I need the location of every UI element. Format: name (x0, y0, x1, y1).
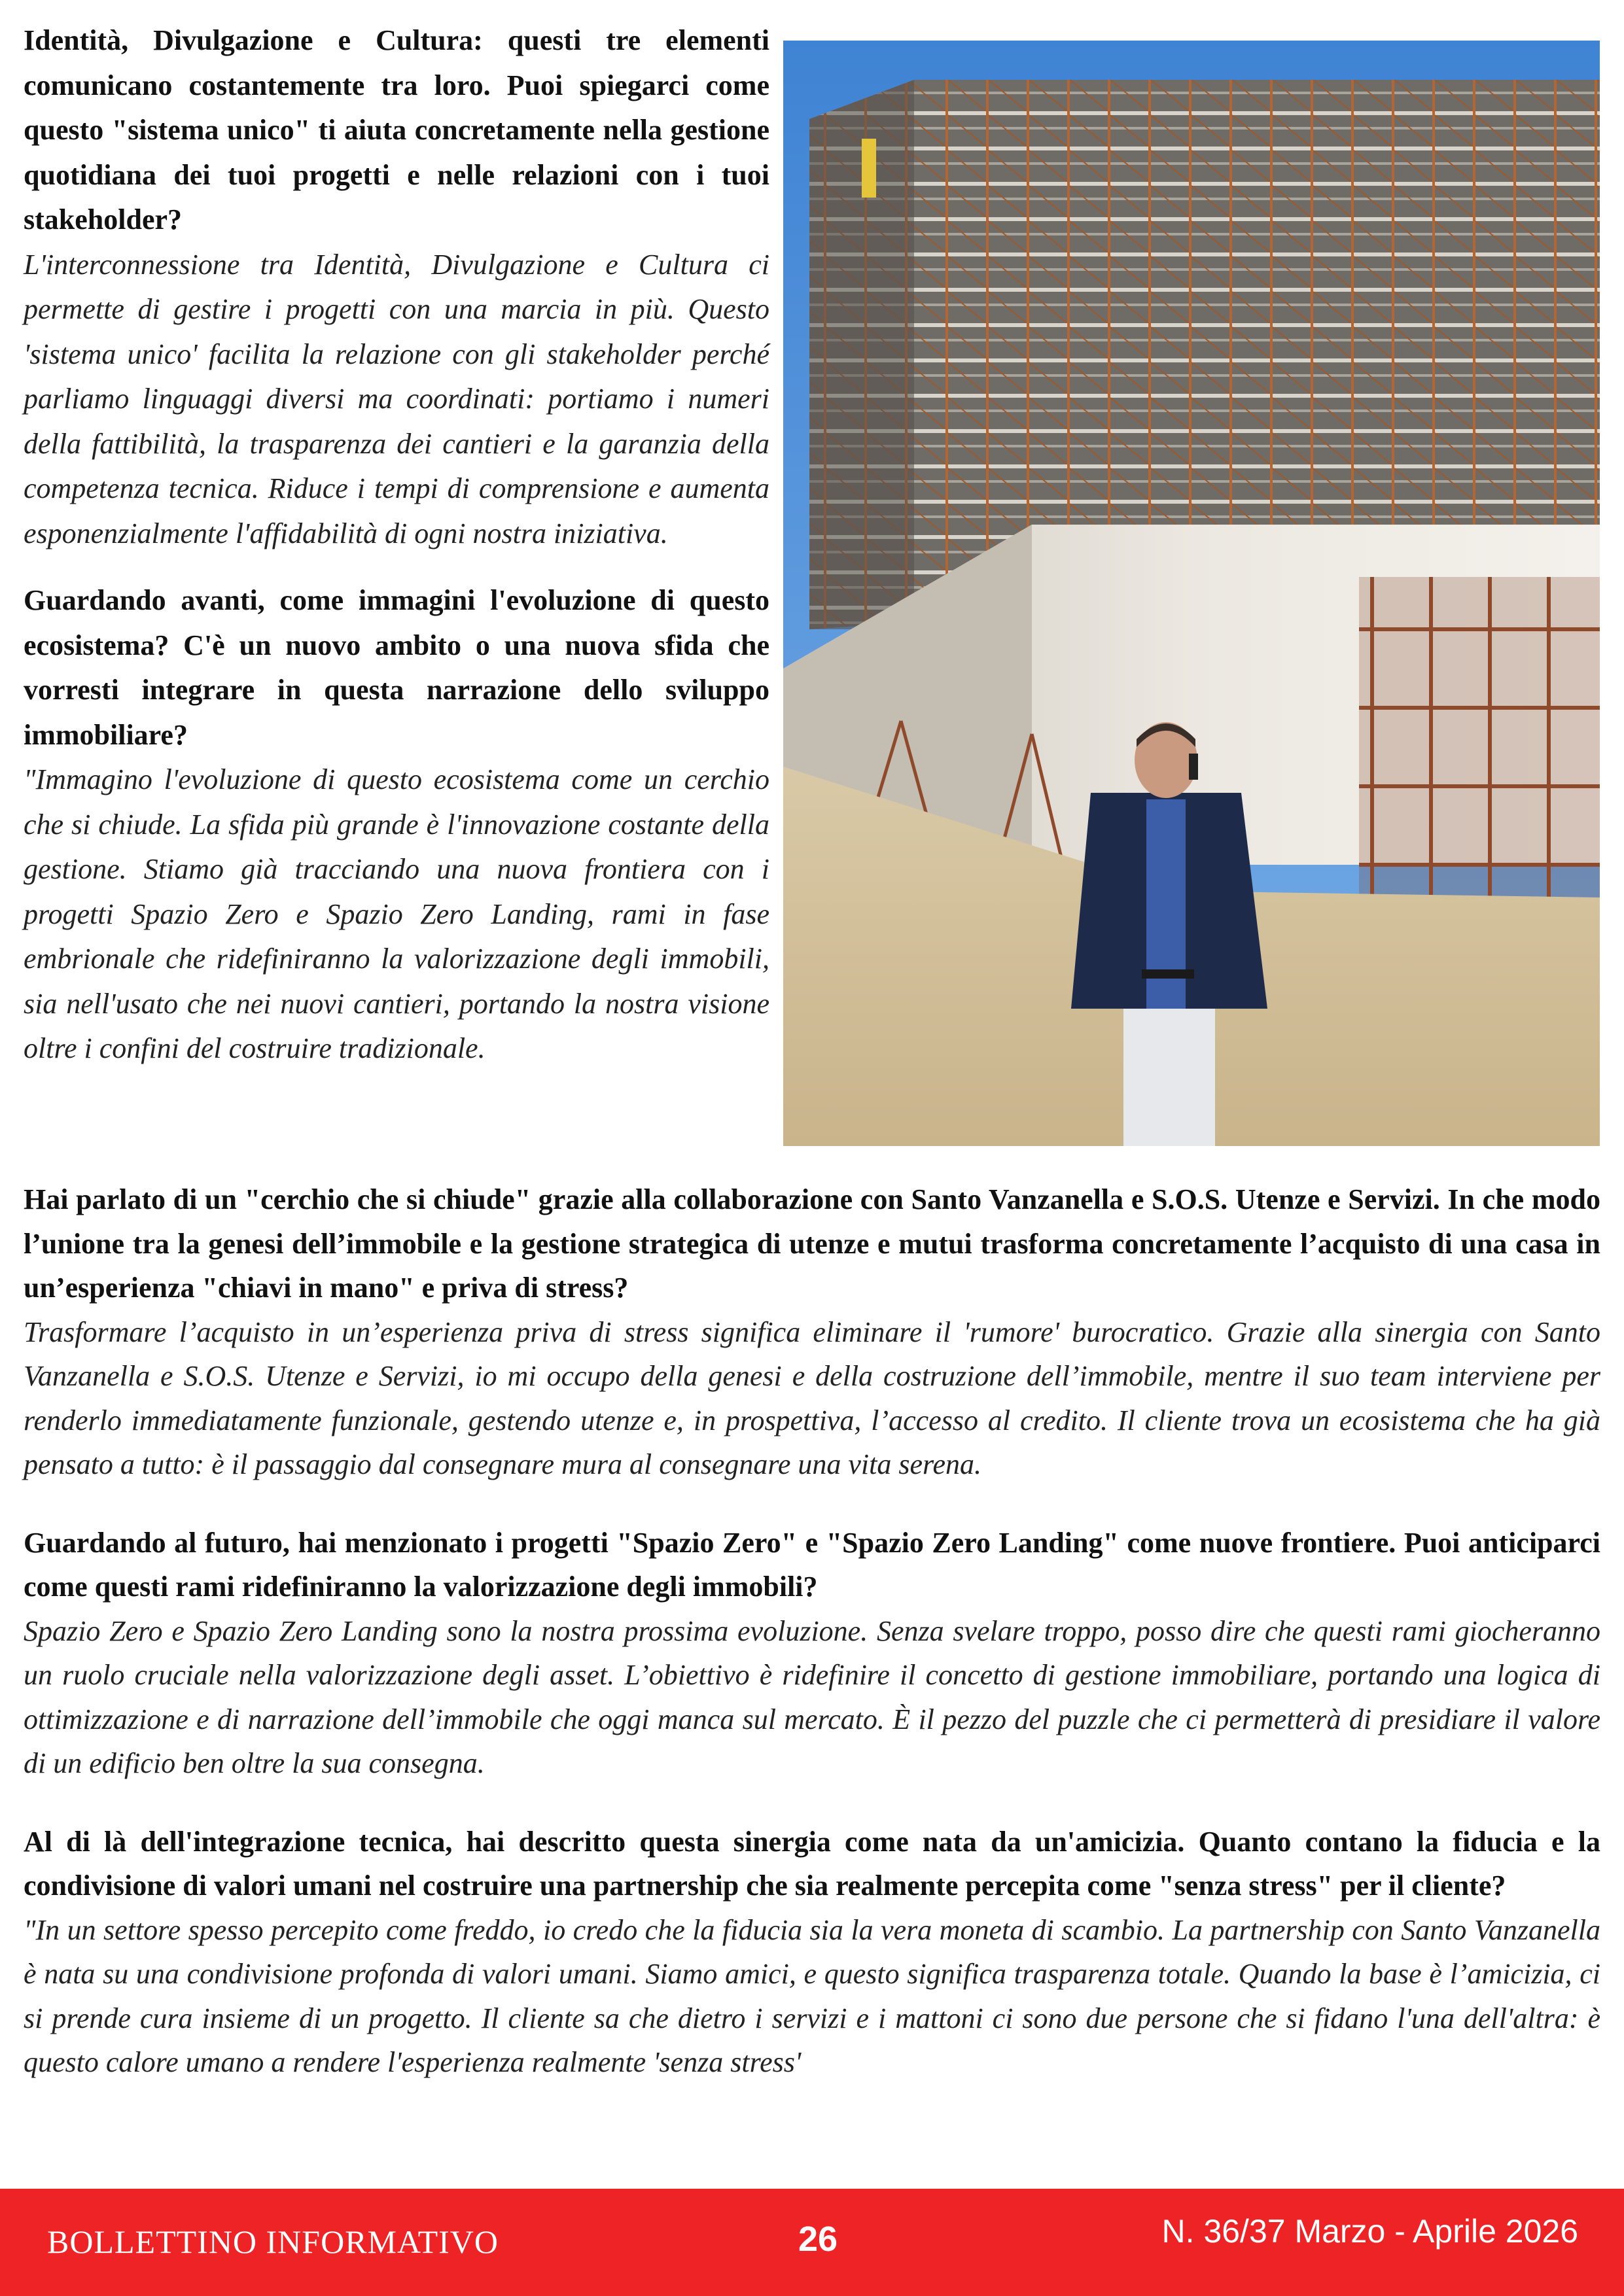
answer-5: "In un settore spesso percepito come freddo, io credo che la fiducia sia la vera moneta di scambio. La partnership con Santo Vanzanella è nata su una condivisione profonda di valori umani. Siamo amici, e questo significa trasparenza totale. Quando la base è l’amicizia, ci si prende cura insieme di un progetto. Il cliente sa che dietro i servizi e i mattoni ci sono due persone che si fidano l'una dell'altra: è questo calore umano a rendere l'esperienza realmente 'senza stress' (24, 1913, 1600, 2078)
qa-block-1 (24, 18, 769, 556)
question-5: Al di là dell'integrazione tecnica, hai descritto questa sinergia come nata da un'amicizia. Quanto contano la fiducia e la condivisione di valori umani nel costruire una partnership che sia realmente percepita come "senza stress" per il cliente? (24, 1825, 1600, 1902)
footer-bar (0, 2189, 1624, 2296)
full-width-section (24, 1177, 1600, 2119)
question-3: Hai parlato di un "cerchio che si chiude" grazie alla collaborazione con Santo Vanzanella e S.O.S. Utenze e Servizi. In che modo l’unione tra la genesi dell’immobile e la gestione strategica di utenze e mutui trasforma concretamente l’acquisto di una casa in un’esperienza "chiavi in mano" e priva di stress? (24, 1183, 1600, 1304)
publication-title: BOLLETTINO INFORMATIVO (47, 2223, 499, 2260)
question-1: Identità, Divulgazione e Cultura: questi tre elementi comunicano costantemente tra loro. Puoi spiegarci come questo "sistema unico" ti aiuta concretamente nella gestione quotidiana dei tuoi progetti e nelle relazioni con i tuoi stakeholder? (24, 24, 769, 235)
question-4: Guardando al futuro, hai menzionato i progetti "Spazio Zero" e "Spazio Zero Landing" come nuove frontiere. Puoi anticiparci come questi rami ridefiniranno la valorizzazione degli immobili? (24, 1526, 1600, 1603)
qa-block-4 (24, 1521, 1600, 1786)
answer-1: L'interconnessione tra Identità, Divulgazione e Cultura ci permette di gestire i progetti con una marcia in più. Questo 'sistema unico' facilita la relazione con gli stakeholder perché parliamo linguaggi diversi ma coordinati: portiamo i numeri della fattibilità, la trasparenza dei cantieri e la garanzia della competenza tecnica. Riduce i tempi di comprensione e aumenta esponenzialmente l'affidabilità di ogni nostra iniziativa. (24, 248, 769, 549)
issue-info: N. 36/37 Marzo - Aprile 2026 (1161, 2213, 1578, 2250)
qa-block-3 (24, 1177, 1600, 1487)
page-number: 26 (798, 2219, 838, 2259)
answer-2: "Immagino l'evoluzione di questo ecosistema come un cerchio che si chiude. La sfida più grande è l'innovazione costante della gestione. Stiamo già tracciando una nuova frontiera con i progetti Spazio Zero e Spazio Zero Landing, rami in fase embrionale che ridefiniranno la valorizzazione degli immobili, sia nell'usato che nei nuovi cantieri, portando la nostra visione oltre i confini del costruire tradizionale. (24, 763, 769, 1064)
qa-block-2 (24, 578, 769, 1071)
left-column (24, 18, 769, 1094)
qa-block-5 (24, 1820, 1600, 2085)
answer-3: Trasformare l’acquisto in un’esperienza priva di stress significa eliminare il 'rumore' burocratico. Grazie alla sinergia con Santo Vanzanella e S.O.S. Utenze e Servizi, io mi occupo della genesi e della costruzione dell’immobile, mentre il suo team interviene per renderlo immediatamente funzionale, gestendo utenze e, in prospettiva, l’accesso al credito. Il cliente trova un ecosistema che ha già pensato a tutto: è il passaggio dal consegnare mura al consegnare una vita serena. (24, 1315, 1600, 1480)
answer-4: Spazio Zero e Spazio Zero Landing sono la nostra prossima evoluzione. Senza svelare troppo, posso dire che questi rami giocheranno un ruolo cruciale nella valorizzazione degli asset. L’obiettivo è ridefinire il concetto di gestione immobiliare, portando una logica di ottimizzazione e di narrazione dell’immobile che oggi manca sul mercato. È il pezzo del puzzle che ci permetterà di presidiare il valore di un edificio ben oltre la sua consegna. (24, 1614, 1600, 1779)
construction-site-photo (783, 41, 1600, 1146)
question-2: Guardando avanti, come immagini l'evoluzione di questo ecosistema? C'è un nuovo ambito o una nuova sfida che vorresti integrare in questa narrazione dello sviluppo immobiliare? (24, 584, 769, 751)
